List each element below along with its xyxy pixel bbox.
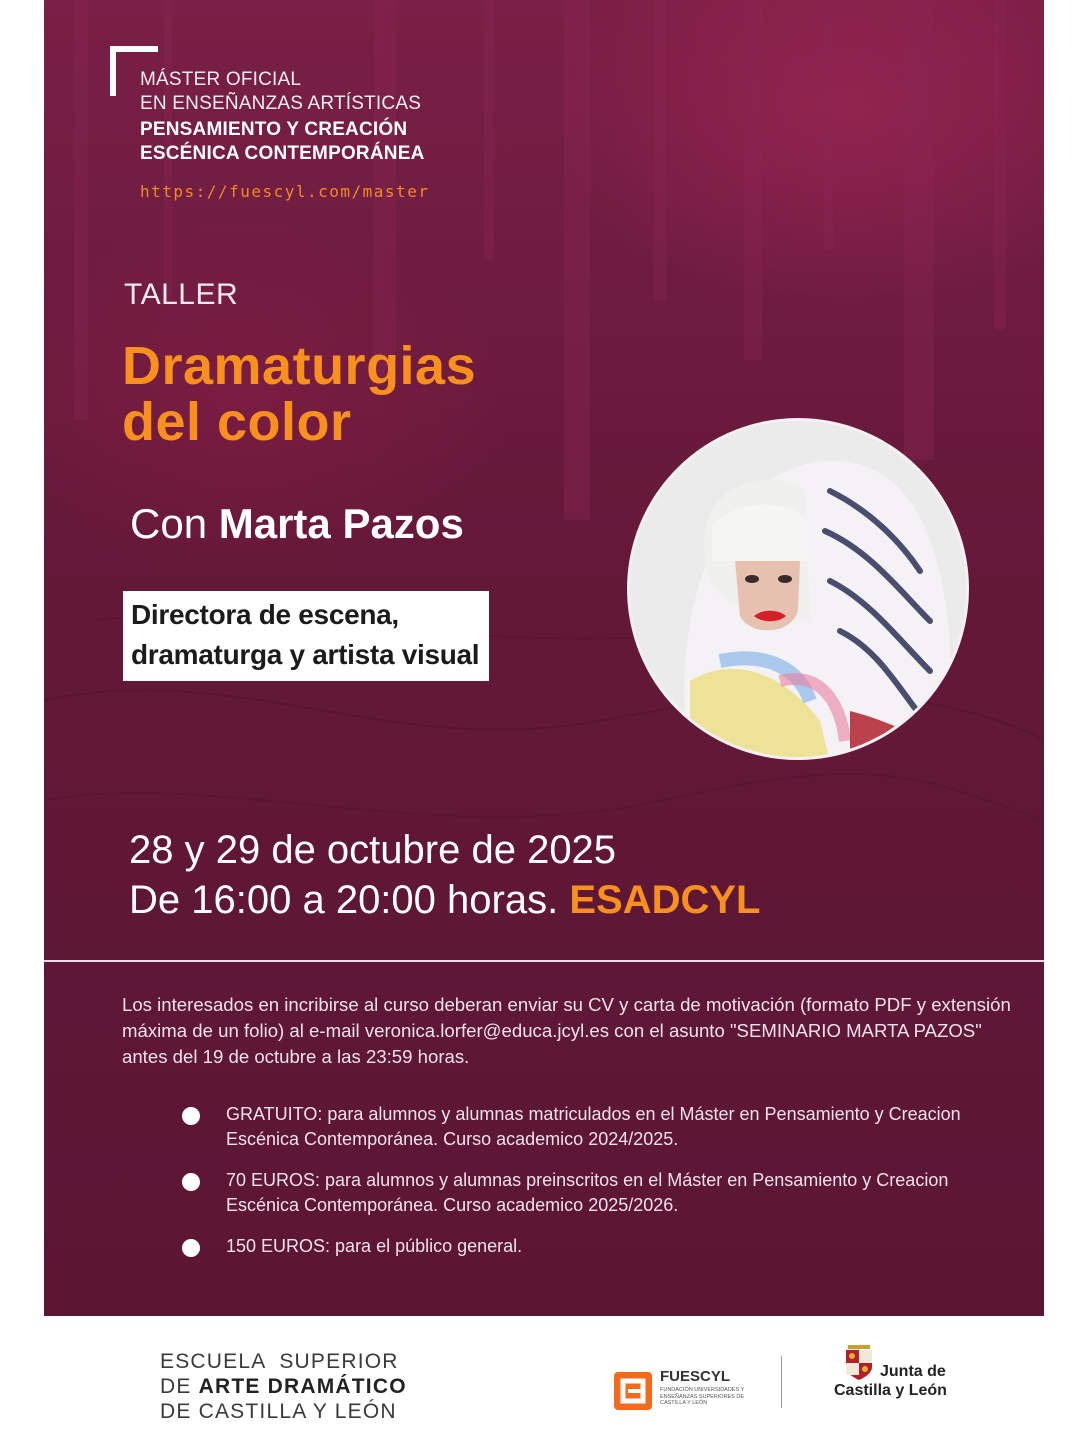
master-program-name: PENSAMIENTO Y CREACIÓN ESCÉNICA CONTEMPORÁNEA (140, 119, 425, 164)
instructor-portrait (627, 418, 969, 760)
event-date: 28 y 29 de octubre de 2025 (129, 828, 617, 872)
price-list (182, 1102, 1002, 1275)
school-logo: ESCUELA SUPERIOR DE ARTE DRAMÁTICO DE CASTILLA Y LEÓN (160, 1350, 407, 1423)
bullet-icon (182, 1107, 200, 1125)
registration-info: Los interesados en incribirse al curso deberan enviar su CV y carta de motivación (formato PDF y extensión máxima de un folio) al e-mail veronica.lorfer@educa.jcyl.es con el asunto "SEMINARIO MARTA PAZOS" antes del 19 de octubre a las 23:59 horas. (122, 994, 1011, 1067)
bullet-icon (182, 1173, 200, 1191)
event-type: TALLER (124, 278, 239, 311)
fuescyl-name: FUESCYL (660, 1368, 731, 1385)
event-venue: ESADCYL (569, 878, 761, 922)
fuescyl-logo-icon (614, 1372, 652, 1410)
list-item: 70 EUROS: para alumnos y alumnas preinscritos en el Máster en Pensamiento y Creacion Escénica Contemporánea. Curso academico 2025/2026. (182, 1168, 1002, 1218)
role-line-2: dramaturga y artista visual (131, 639, 480, 670)
role-box (123, 591, 489, 681)
master-official-label: MÁSTER OFICIAL EN ENSEÑANZAS ARTÍSTICAS (140, 69, 422, 114)
instructor-line: Con Marta Pazos (130, 500, 464, 547)
instructor-name: Marta Pazos (218, 500, 464, 547)
logo-divider (781, 1356, 782, 1408)
fuescyl-subtitle: FUNDACIÓN UNIVERSIDADES Y ENSEÑANZAS SUPERIORES DE CASTILLA Y LEÓN (660, 1387, 745, 1406)
junta-logo: Junta de Castilla y León (834, 1363, 947, 1399)
section-divider (44, 960, 1044, 962)
master-url-link[interactable]: https://fuescyl.com/master (140, 182, 430, 201)
event-title: Dramaturgias del color (122, 336, 477, 452)
role-line-1: Directora de escena, (131, 599, 399, 630)
list-item: GRATUITO: para alumnos y alumnas matriculados en el Máster en Pensamiento y Creacion Escénica Contemporánea. Curso academico 2024/2025. (182, 1102, 1002, 1152)
bullet-icon (182, 1239, 200, 1257)
event-time: De 16:00 a 20:00 horas. ESADCYL (129, 878, 761, 922)
poster (44, 0, 1044, 1316)
list-item: 150 EUROS: para el público general. (182, 1234, 1002, 1259)
